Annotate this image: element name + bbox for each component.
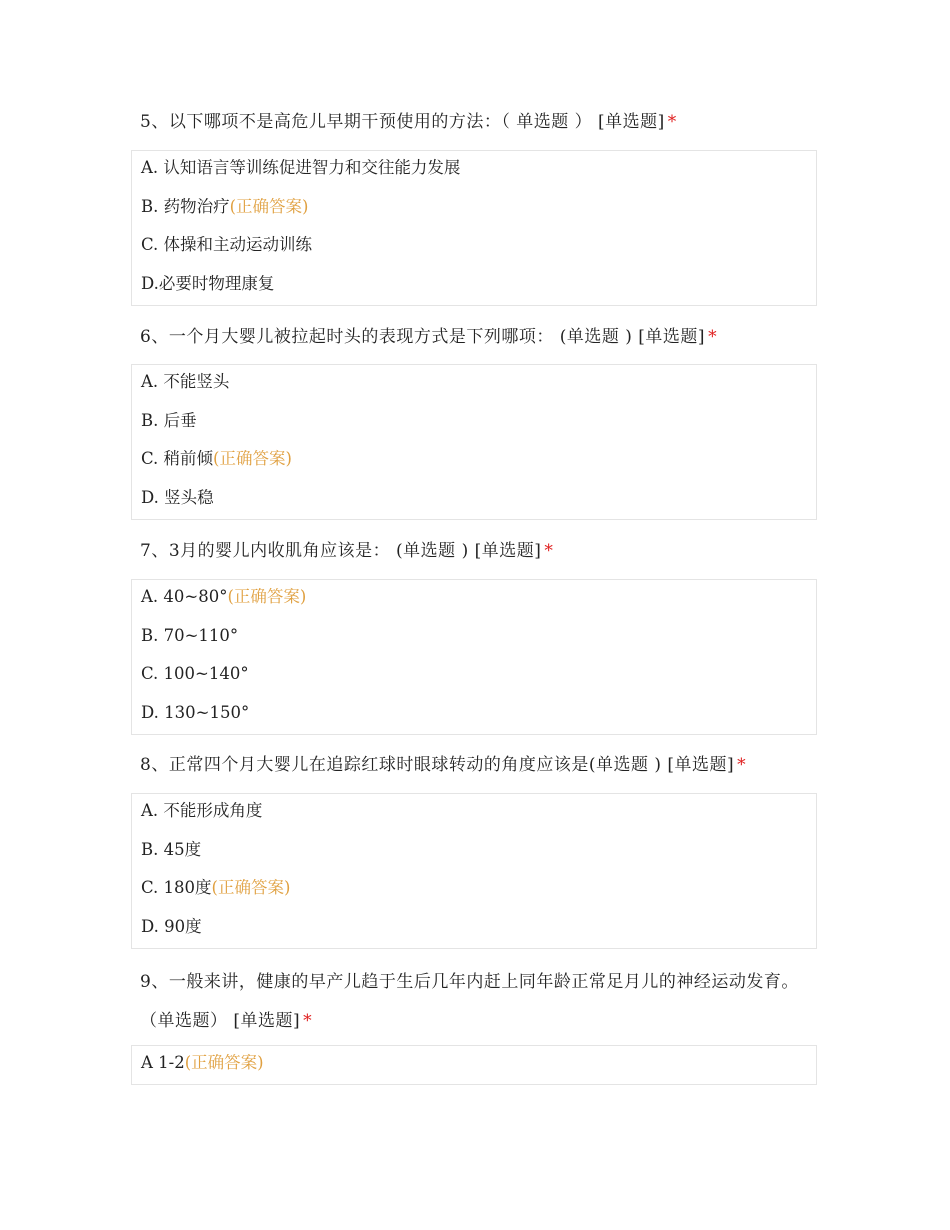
required-star: * xyxy=(303,1011,313,1031)
required-star: * xyxy=(544,541,554,561)
option-text: B. 70~110° xyxy=(141,625,239,645)
option-b[interactable] xyxy=(132,620,816,659)
option-text: D. 竖头稳 xyxy=(141,487,214,507)
option-text: B. 45度 xyxy=(141,839,202,859)
option-b[interactable] xyxy=(132,191,816,230)
question-text: 5、以下哪项不是高危儿早期干预使用的方法：（ 单选题 ） [单选题] xyxy=(140,112,665,132)
option-text: D. 90度 xyxy=(141,916,202,936)
question-6-options xyxy=(131,364,817,520)
question-9-options xyxy=(131,1045,817,1085)
option-text: A. 40~80° xyxy=(141,587,228,606)
option-b[interactable] xyxy=(132,834,816,873)
option-a[interactable] xyxy=(132,152,816,191)
option-c[interactable] xyxy=(132,229,816,268)
option-d[interactable] xyxy=(132,697,816,736)
option-text: C. 体操和主动运动训练 xyxy=(141,235,313,255)
question-7-title xyxy=(140,534,820,568)
option-text: D.必要时物理康复 xyxy=(141,273,275,293)
correct-answer-tag: (正确答案) xyxy=(229,196,309,216)
option-text: A. 不能形成角度 xyxy=(141,801,263,820)
option-text: A. 认知语言等训练促进智力和交往能力发展 xyxy=(141,158,461,177)
question-8-title xyxy=(140,748,820,782)
option-a[interactable] xyxy=(132,1047,816,1086)
option-text: A. 不能竖头 xyxy=(141,372,230,391)
question-5-options xyxy=(131,150,817,306)
option-text: D. 130~150° xyxy=(141,702,250,722)
question-text: 6、一个月大婴儿被拉起时头的表现方式是下列哪项： (单选题 ) [单选题] xyxy=(140,327,706,347)
question-5-title xyxy=(140,105,820,139)
option-text: B. 药物治疗 xyxy=(141,196,230,216)
correct-answer-tag: (正确答案) xyxy=(184,1053,264,1072)
question-8-options xyxy=(131,793,817,949)
option-text: A 1-2 xyxy=(141,1053,185,1072)
correct-answer-tag: (正确答案) xyxy=(211,878,291,898)
option-c[interactable] xyxy=(132,443,816,482)
correct-answer-tag: (正确答案) xyxy=(227,587,307,606)
question-text: 7、3月的婴儿内收肌角应该是： (单选题 ) [单选题] xyxy=(140,541,542,561)
option-text: C. 100~140° xyxy=(141,664,249,684)
correct-answer-tag: (正确答案) xyxy=(213,449,292,469)
option-d[interactable] xyxy=(132,482,816,521)
option-text: B. 后垂 xyxy=(141,410,197,430)
option-c[interactable] xyxy=(132,872,816,911)
option-b[interactable] xyxy=(132,405,816,444)
question-text: 8、正常四个月大婴儿在追踪红球时眼球转动的角度应该是(单选题 ) [单选题] xyxy=(140,755,735,775)
option-a[interactable] xyxy=(132,795,816,834)
required-star: * xyxy=(737,755,747,775)
required-star: * xyxy=(708,327,718,347)
option-d[interactable] xyxy=(132,268,816,307)
option-text: C. 稍前倾 xyxy=(141,449,214,469)
question-text: 9、一般来讲，健康的早产儿趋于生后几年内赶上同年龄正常足月儿的神经运动发育。（单选题） [单选题] xyxy=(140,972,799,1031)
option-c[interactable] xyxy=(132,658,816,697)
question-6-title xyxy=(140,320,820,354)
option-a[interactable] xyxy=(132,366,816,405)
question-9-title xyxy=(140,963,820,1041)
required-star: * xyxy=(667,112,677,132)
option-a[interactable] xyxy=(132,581,816,620)
option-d[interactable] xyxy=(132,911,816,950)
option-text: C. 180度 xyxy=(141,878,212,898)
question-7-options xyxy=(131,579,817,735)
